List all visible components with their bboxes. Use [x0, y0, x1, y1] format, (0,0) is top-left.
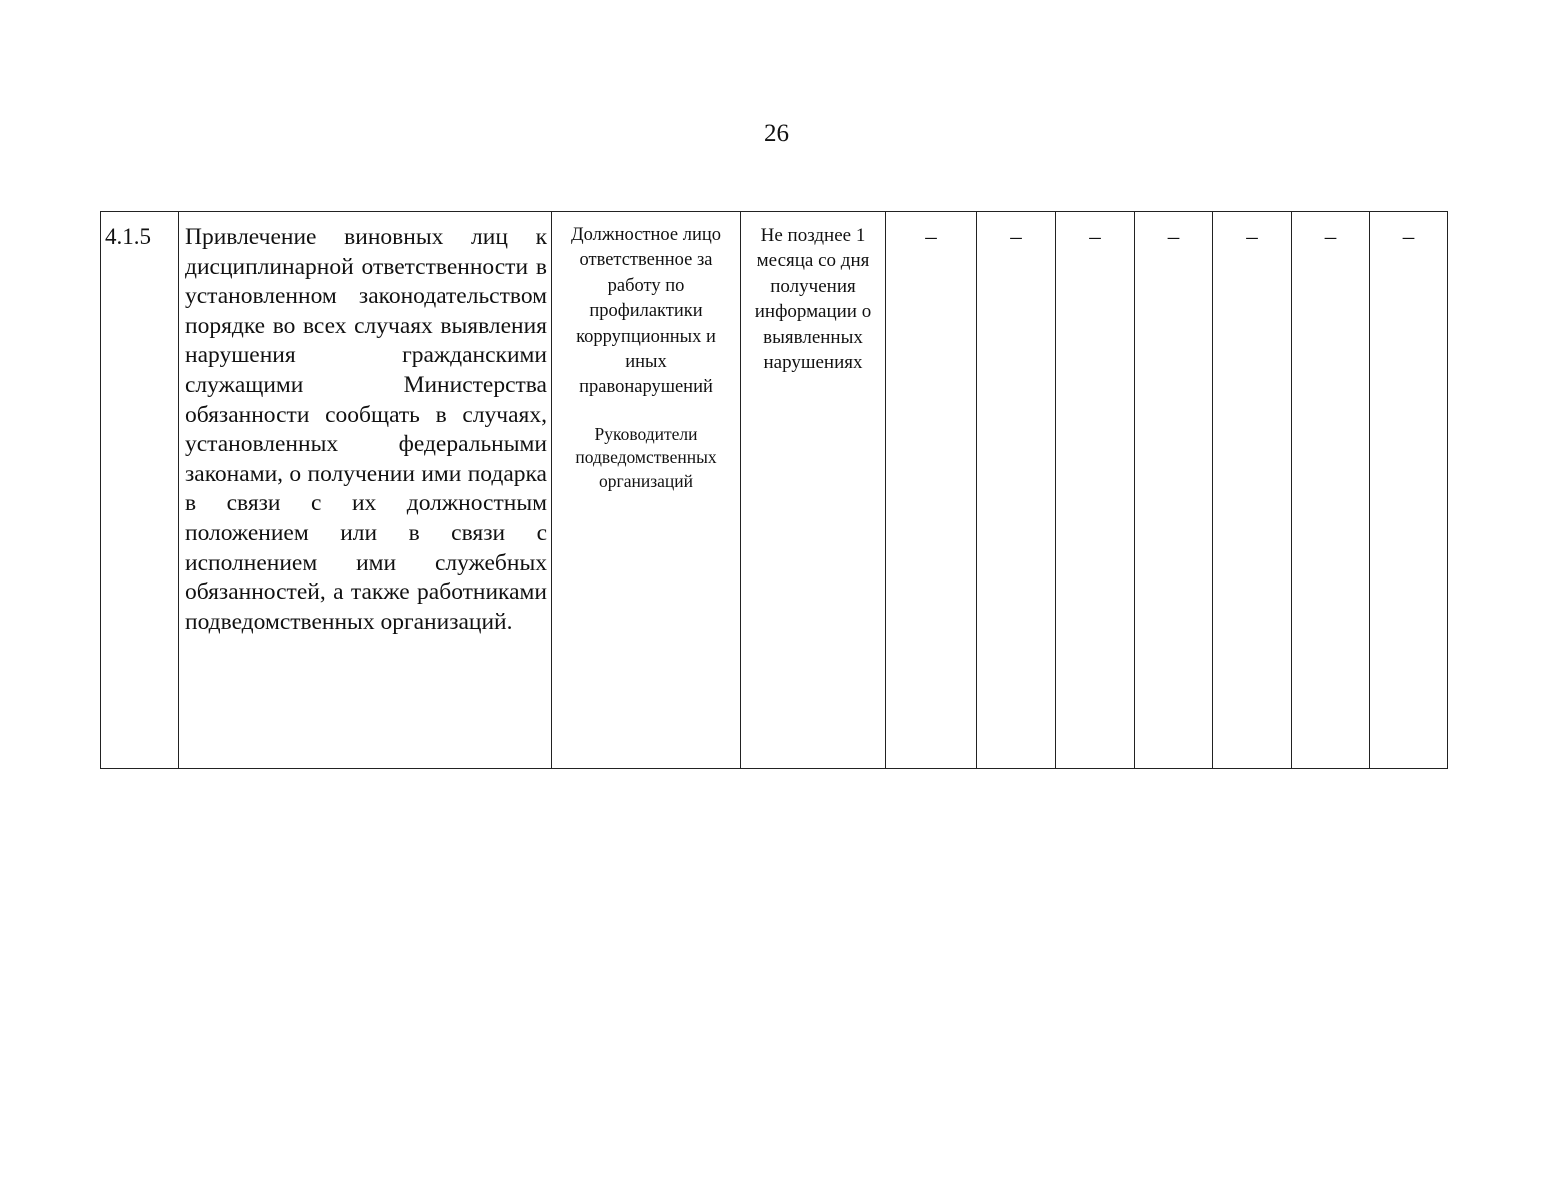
- indicator-cell: –: [1292, 212, 1370, 769]
- responsible-secondary: Руководители подведомственных организаций: [575, 423, 717, 491]
- measure-description-cell: Привлечение виновных лиц к дисциплинарной ответственности в установленном законодательством порядке во всех случаях выявления нарушения гражданскими служащими Министерства обязанности сообщать в случаях, установленных федеральными законами, о получении ими подарка в связи с их должностным положением или в связи с исполнением ими служебных обязанностей, а также работниками подведомственных организаций.: [179, 212, 552, 769]
- plan-table: [100, 211, 1448, 769]
- deadline-cell: Не позднее 1 месяца со дня получения информации о выявленных нарушениях: [741, 212, 886, 769]
- table-row: [101, 212, 1448, 769]
- item-number-cell: 4.1.5: [101, 212, 179, 769]
- responsible-primary: Должностное лицо ответственное за работу по профилактики коррупционных и иных правонарушений: [570, 225, 722, 398]
- indicator-cell: –: [1213, 212, 1292, 769]
- indicator-cell: –: [1370, 212, 1448, 769]
- indicator-cell: –: [1135, 212, 1213, 769]
- indicator-cell: –: [1056, 212, 1135, 769]
- page-number: 26: [764, 120, 789, 147]
- indicator-cell: –: [886, 212, 977, 769]
- indicator-cell: –: [977, 212, 1056, 769]
- responsible-cell: [552, 212, 741, 769]
